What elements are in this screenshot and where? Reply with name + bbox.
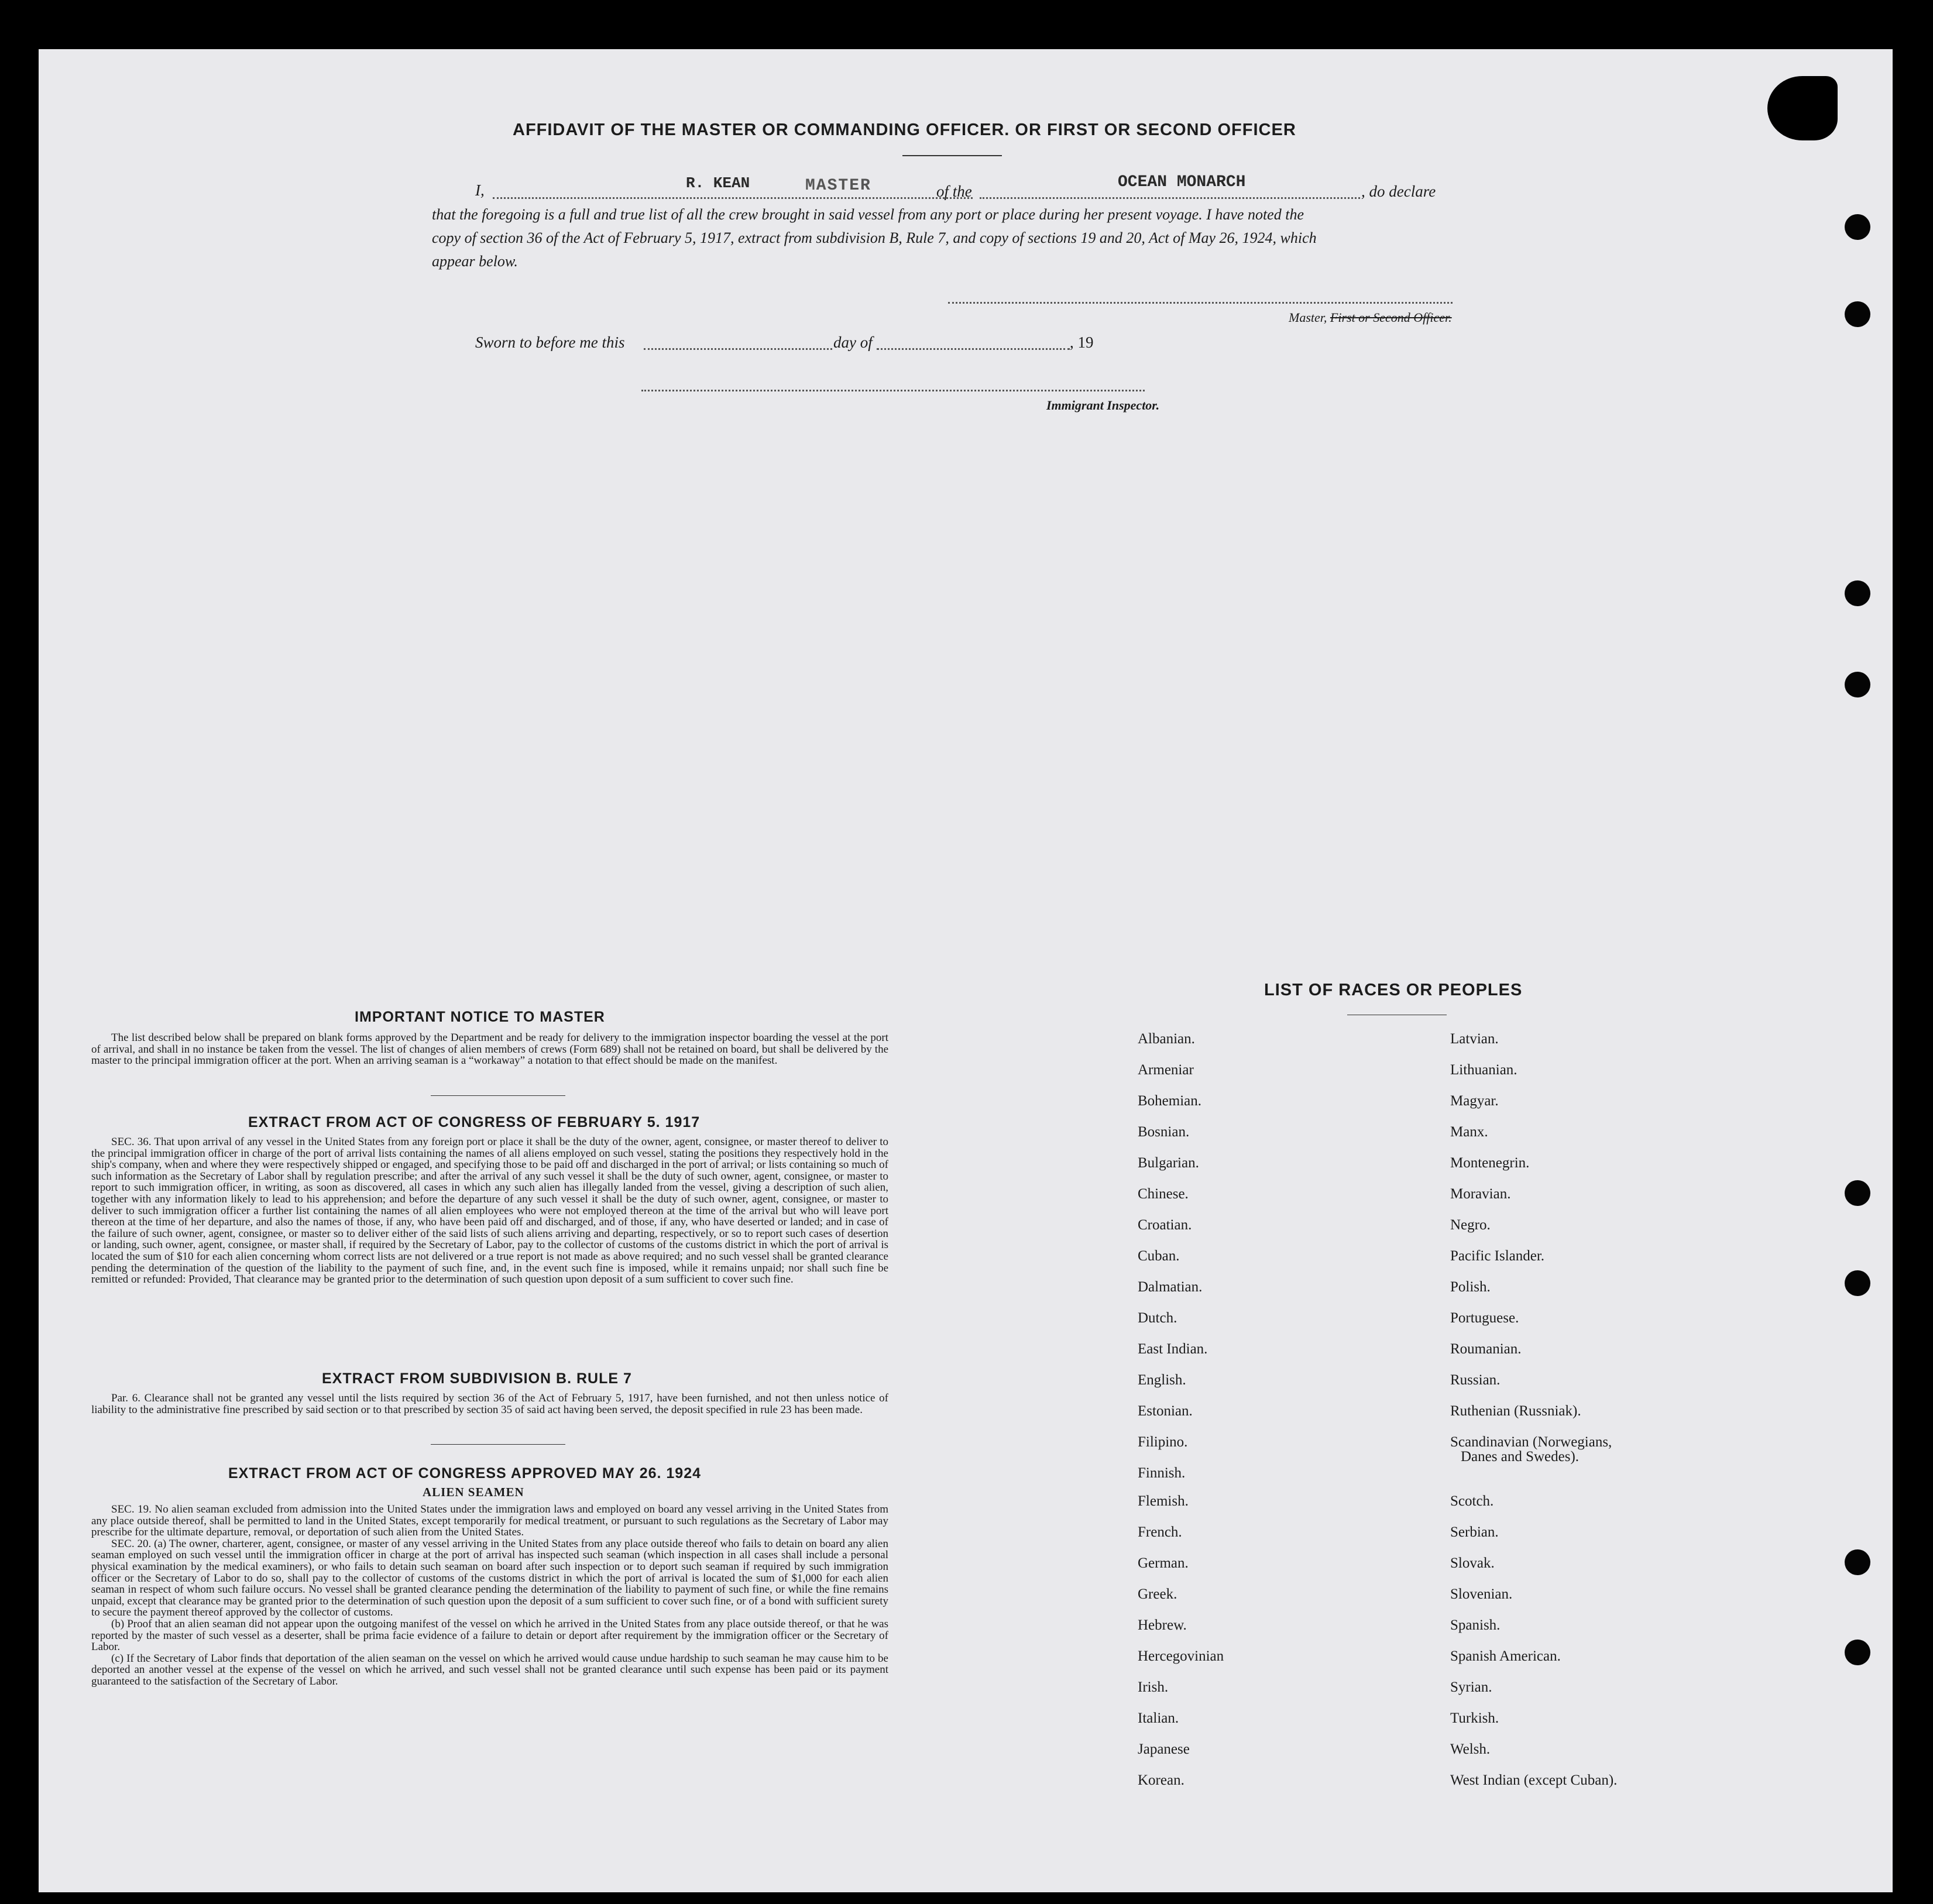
vessel-line	[980, 197, 1360, 199]
of-the-label: of the	[936, 183, 972, 200]
inspector-signature-line[interactable]	[641, 390, 1145, 391]
day-of-label: day of	[833, 334, 873, 351]
struck-officer-caption: First or Second Officer.	[1330, 310, 1452, 325]
race-item: Roumanian.	[1450, 1341, 1522, 1357]
name-line	[493, 197, 973, 199]
sec19-paragraph: SEC. 19. No alien seaman excluded from admission into the United States under the immigration laws and employed on board any vessel arriving in the United States from any place outside thereof, shall be permitted to land in the United States, except temporarily for medical treatment, or pursuant to such regulations as the Secretary of Labor may prescribe for the ultimate departure, removal, or deportation of such alien from the United States.	[91, 1503, 888, 1539]
do-declare-label: , do declare	[1361, 183, 1436, 200]
race-item: German.	[1138, 1555, 1189, 1571]
notice-text	[91, 1032, 888, 1067]
race-item: Armeniar	[1138, 1062, 1194, 1078]
race-item: Scandinavian (Norwegians,	[1450, 1434, 1612, 1450]
race-item: Bulgarian.	[1138, 1155, 1199, 1171]
signature-caption	[1289, 310, 1452, 325]
notice-title: IMPORTANT NOTICE TO MASTER	[355, 1009, 605, 1025]
extract-1924-text	[91, 1504, 888, 1688]
race-item: Irish.	[1138, 1679, 1169, 1695]
sworn-label: Sworn to before me this	[475, 334, 625, 351]
races-title: LIST OF RACES OR PEOPLES	[1264, 981, 1523, 999]
race-item: Slovak.	[1450, 1555, 1495, 1571]
race-item: Chinese.	[1138, 1186, 1189, 1202]
rule7-title: EXTRACT FROM SUBDIVISION B. RULE 7	[322, 1370, 632, 1387]
race-item: Pacific Islander.	[1450, 1248, 1545, 1264]
race-item: East Indian.	[1138, 1341, 1208, 1357]
race-item: Lithuanian.	[1450, 1062, 1517, 1078]
race-item: Montenegrin.	[1450, 1155, 1530, 1171]
race-item: Turkish.	[1450, 1710, 1499, 1726]
extract-1924-title: EXTRACT FROM ACT OF CONGRESS APPROVED MAY 26. 1924	[228, 1465, 702, 1482]
race-item: Dutch.	[1138, 1310, 1177, 1326]
race-item: Japanese	[1138, 1741, 1190, 1757]
race-item: Greek.	[1138, 1586, 1177, 1602]
race-item: Moravian.	[1450, 1186, 1511, 1202]
race-item: Hebrew.	[1138, 1617, 1187, 1633]
race-item: Manx.	[1450, 1124, 1488, 1140]
race-item: Korean.	[1138, 1772, 1184, 1788]
document-page	[39, 49, 1893, 1892]
race-item: Ruthenian (Russniak).	[1450, 1403, 1581, 1419]
affidavit-i-label: I,	[475, 181, 485, 199]
race-item: Italian.	[1138, 1710, 1179, 1726]
rule7-text	[91, 1393, 888, 1415]
race-item: Scotch.	[1450, 1493, 1494, 1509]
master-caption: Master,	[1289, 310, 1327, 325]
sec20b-paragraph: (b) Proof that an alien seaman did not appear upon the outgoing manifest of the vessel on which he arrived in the United States from any place outside thereof, or that he was reported by the master of such vessel as a deserter, shall be prima facie evidence of a failure to detain or deport after requirement by the immigration officer or the Secretary of Labor.	[91, 1617, 888, 1654]
sec20c-paragraph: (c) If the Secretary of Labor finds that deportation of the alien seaman on the vessel on which he arrived would cause undue hardship to such seaman he may cause him to be deported an another vessel at the expense of the vessel on which he arrived, and such vessel shall not be granted clearance until such expense has been paid or its payment guaranteed to the satisfaction of the Secretary of Labor.	[91, 1652, 888, 1688]
title-divider	[902, 155, 1002, 156]
race-item: Slovenian.	[1450, 1586, 1513, 1602]
race-item: Syrian.	[1450, 1679, 1492, 1695]
affidavit-line-4: appear below.	[432, 253, 518, 270]
extract-1917-title: EXTRACT FROM ACT OF CONGRESS OF FEBRUARY 5. 1917	[248, 1114, 701, 1130]
notice-paragraph: The list described below shall be prepared on blank forms approved by the Department and be ready for delivery to the immigration inspector boarding the vessel at the port of arrival, and shall in no instance be taken from the vessel. The list of changes of alien members of crews (Form 689) shall not be retained on board, but shall be delivered by the master to the principal immigration officer at the port. When an arriving seaman is a “workaway” a notation to that effect should be made on the manifest.	[91, 1032, 888, 1067]
race-item: Flemish.	[1138, 1493, 1189, 1509]
race-item: Portuguese.	[1450, 1310, 1519, 1326]
sworn-month-line[interactable]	[877, 348, 1070, 350]
race-item: Magyar.	[1450, 1093, 1499, 1109]
master-name-field[interactable]: R. KEAN	[686, 174, 750, 192]
race-item: Hercegovinian	[1138, 1648, 1224, 1664]
par6-paragraph: Par. 6. Clearance shall not be granted any vessel until the lists required by section 36 of the Act of February 5, 1917, have been furnished, and not then unless notice of liability to the administrative fine prescribed by said section or to that prescribed by section 35 of said act having been served, the deposit specified in rule 23 has been made.	[91, 1392, 888, 1416]
race-item: Filipino.	[1138, 1434, 1188, 1450]
race-item: French.	[1138, 1524, 1182, 1540]
race-item: Albanian.	[1138, 1031, 1195, 1047]
affidavit-line-2: that the foregoing is a full and true list of all the crew brought in said vessel from any port or place during her present voyage. I have noted the	[432, 206, 1304, 223]
race-item: Croatian.	[1138, 1217, 1192, 1233]
notice-divider	[431, 1095, 565, 1096]
race-item: Russian.	[1450, 1372, 1501, 1388]
race-item: Latvian.	[1450, 1031, 1499, 1047]
punch-hole	[1845, 1180, 1870, 1206]
race-item: Bosnian.	[1138, 1124, 1190, 1140]
race-item: Spanish American.	[1450, 1648, 1561, 1664]
punch-hole	[1845, 301, 1870, 327]
alien-seamen-subtitle: ALIEN SEAMEN	[423, 1485, 524, 1499]
vessel-name-field[interactable]: OCEAN MONARCH	[1118, 173, 1246, 191]
punch-hole	[1845, 214, 1870, 240]
race-item: Estonian.	[1138, 1403, 1193, 1419]
year-label: , 19	[1070, 334, 1094, 351]
punch-hole	[1845, 1640, 1870, 1665]
race-item: Danes and Swedes).	[1461, 1449, 1580, 1465]
punch-hole	[1845, 672, 1870, 697]
race-item: Spanish.	[1450, 1617, 1501, 1633]
inspector-caption: Immigrant Inspector.	[1046, 398, 1160, 413]
race-item: West Indian (except Cuban).	[1450, 1772, 1618, 1788]
punch-hole	[1845, 1270, 1870, 1296]
race-item: Bohemian.	[1138, 1093, 1202, 1109]
rank-field[interactable]: MASTER	[805, 177, 871, 195]
affidavit-title: AFFIDAVIT OF THE MASTER OR COMMANDING OFFICER. OR FIRST OR SECOND OFFICER	[513, 121, 1296, 139]
punch-hole	[1845, 1549, 1870, 1575]
extract-1917-text	[91, 1136, 888, 1286]
race-item: Finnish.	[1138, 1465, 1186, 1481]
race-item: English.	[1138, 1372, 1186, 1388]
race-item: Polish.	[1450, 1279, 1491, 1295]
rule7-divider	[431, 1444, 565, 1445]
sworn-day-line[interactable]	[644, 348, 832, 350]
punch-hole	[1845, 580, 1870, 606]
race-item: Serbian.	[1450, 1524, 1499, 1540]
torn-corner	[1767, 76, 1838, 140]
affidavit-line-3: copy of section 36 of the Act of February 5, 1917, extract from subdivision B, Rule 7, and copy of sections 19 and 20, Act of May 26, 1924, which	[432, 229, 1317, 246]
signature-line	[948, 302, 1453, 304]
race-item: Dalmatian.	[1138, 1279, 1203, 1295]
race-item: Cuban.	[1138, 1248, 1180, 1264]
sec36-paragraph: SEC. 36. That upon arrival of any vessel in the United States from any foreign port or place it shall be the duty of the owner, agent, consignee, or master thereof to deliver to the principal immigration officer in charge of the port of arrival lists containing the names of all aliens employed on such vessel, stating the positions they respectively hold in the ship's company, when and where they were respectively shipped or engaged, and specifying those to be paid off and discharged in the port of arrival; or lists containing so much of such information as the Secretary of Labor shall by regulation prescribe; and after the arrival of any such vessel it shall be the duty of such owner, agent, consignee, or master to report to such immigration officer, in writing, as soon as discovered, all cases in which any such alien has illegally landed from the vessel, giving a description of such alien, together with any information likely to lead to his apprehension; and before the departure of any such vessel it shall be the duty of such owner, agent, consignee, or master to deliver to such immigration officer a further list containing the names of all alien employees who were not employed thereon at the time of the arrival but who will leave port thereon at the time of her departure, and also the names of those, if any, who have been paid off and discharged, and of those, if any, who have deserted or landed; and in case of the failure of such owner, agent, consignee, or master so to deliver either of the said lists of such aliens arriving and departing, respectively, or so to report such cases of desertion or landing, such owner, agent, consignee, or master shall, if required by the Secretary of Labor, pay to the collector of customs of the customs district in which the port of arrival is located the sum of $10 for each alien concerning whom correct lists are not delivered or a true report is not made as above required; and no such vessel shall be granted clearance pending the determination of the question of the liability to the payment of such fine, and, in the event such fine is imposed, while it remains unpaid; nor shall such fine be remitted or refunded: Provided, That clearance may be granted prior to the determination of such question upon deposit of a sum sufficient to cover such fine.	[91, 1136, 888, 1286]
sec20a-paragraph: SEC. 20. (a) The owner, charterer, agent, consignee, or master of any vessel arriving in the United States from any place outside thereof who fails to detain on board any alien seaman employed on such vessel until the immigration officer in charge at the port of arrival has inspected such seaman (which inspection in all cases shall include a personal physical examination by the medical examiners), or who fails to detain such seaman on board after such inspection or to deport such seaman if required by such immigration officer or the Secretary of Labor to do so, shall pay to the collector of customs of the customs district in which the port of arrival is located the sum of $1,000 for each alien seaman in respect of whom such failure occurs. No vessel shall be granted clearance pending the determination of the liability to payment of such fine, or while the fine remains unpaid, except that clearance may be granted prior to the determination of such question upon the deposit of a sum sufficient to cover such fine, or of a bond with sufficient surety to secure the payment thereof approved by the collector of customs.	[91, 1537, 888, 1619]
race-item: Welsh.	[1450, 1741, 1491, 1757]
race-item: Negro.	[1450, 1217, 1491, 1233]
